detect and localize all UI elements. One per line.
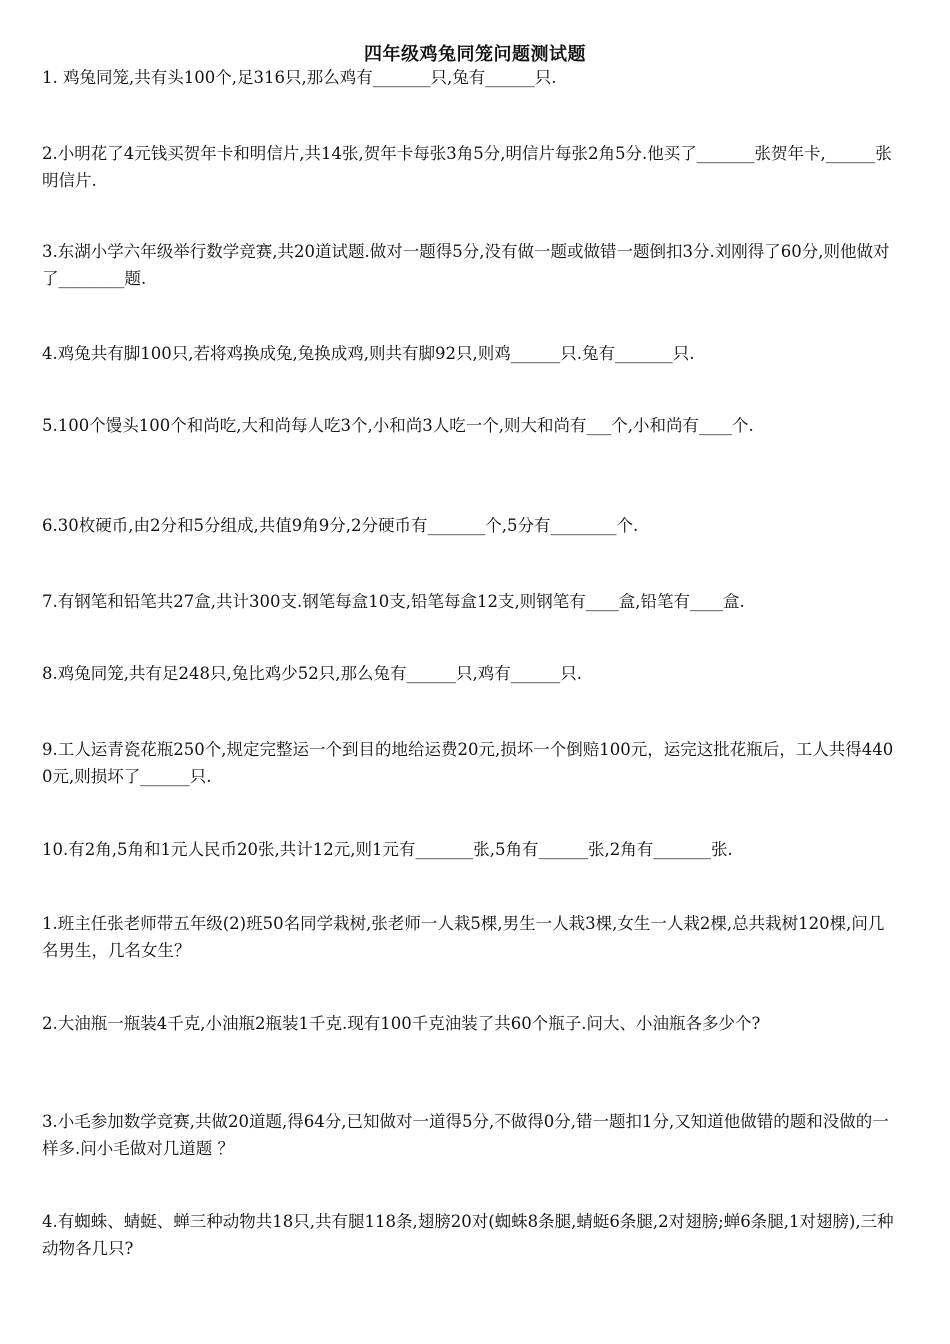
- fill-in-question-6: 6.30枚硬币,由2分和5分组成,共值9角9分,2分硬币有_______个,5分有________个.: [42, 516, 639, 535]
- fill-in-question-8: 8.鸡兔同笼,共有足248只,兔比鸡少52只,那么兔有______只,鸡有______只.: [42, 664, 582, 683]
- fill-in-question-7: 7.有钢笔和铅笔共27盒,共计300支.钢笔每盒10支,铅笔每盒12支,则钢笔有____盒,铅笔有____盒.: [42, 592, 745, 611]
- fill-in-question-9: 9.工人运青瓷花瓶250个,规定完整运一个到目的地给运费20元,损坏一个倒赔100元，运完这批花瓶后，工人共得4400元,则损坏了______只.: [42, 740, 894, 786]
- word-problem-1: 1.班主任张老师带五年级(2)班50名同学栽树,张老师一人栽5棵,男生一人栽3棵,女生一人栽2棵,总共栽树120棵,问几名男生，几名女生？: [42, 914, 885, 960]
- fill-in-question-3: 3.东湖小学六年级举行数学竞赛,共20道试题.做对一题得5分,没有做一题或做错一题倒扣3分.刘刚得了60分,则他做对了________题.: [42, 242, 890, 288]
- fill-in-question-4: 4.鸡兔共有脚100只,若将鸡换成兔,兔换成鸡,则共有脚92只,则鸡______只.兔有_______只.: [42, 344, 695, 363]
- fill-in-question-10: 10.有2角,5角和1元人民币20张,共计12元,则1元有_______张,5角有______张,2角有_______张.: [42, 840, 733, 859]
- page-title: 四年级鸡兔同笼问题测试题: [364, 44, 586, 65]
- word-problem-4: 4.有蜘蛛、蜻蜓、蝉三种动物共18只,共有腿118条,翅膀20对(蜘蛛8条腿,蜻蜓6条腿,2对翅膀;蝉6条腿,1对翅膀),三种动物各几只?: [42, 1212, 894, 1258]
- word-problem-3: 3.小毛参加数学竞赛,共做20道题,得64分,已知做对一道得5分,不做得0分,错一题扣1分,又知道他做错的题和没做的一样多.问小毛做对几道题 ？: [42, 1112, 889, 1158]
- fill-in-question-2: 2.小明花了4元钱买贺年卡和明信片,共14张,贺年卡每张3角5分,明信片每张2角5分.他买了_______张贺年卡,______张明信片.: [42, 144, 892, 190]
- word-problem-2: 2.大油瓶一瓶装4千克,小油瓶2瓶装1千克.现有100千克油装了共60个瓶子.问大、小油瓶各多少个?: [42, 1014, 761, 1033]
- fill-in-question-5: 5.100个馒头100个和尚吃,大和尚每人吃3个,小和尚3人吃一个,则大和尚有___个,小和尚有____个.: [42, 416, 754, 435]
- fill-in-question-1: 1. 鸡兔同笼,共有头100个,足316只,那么鸡有_______只,兔有______只.: [42, 68, 557, 87]
